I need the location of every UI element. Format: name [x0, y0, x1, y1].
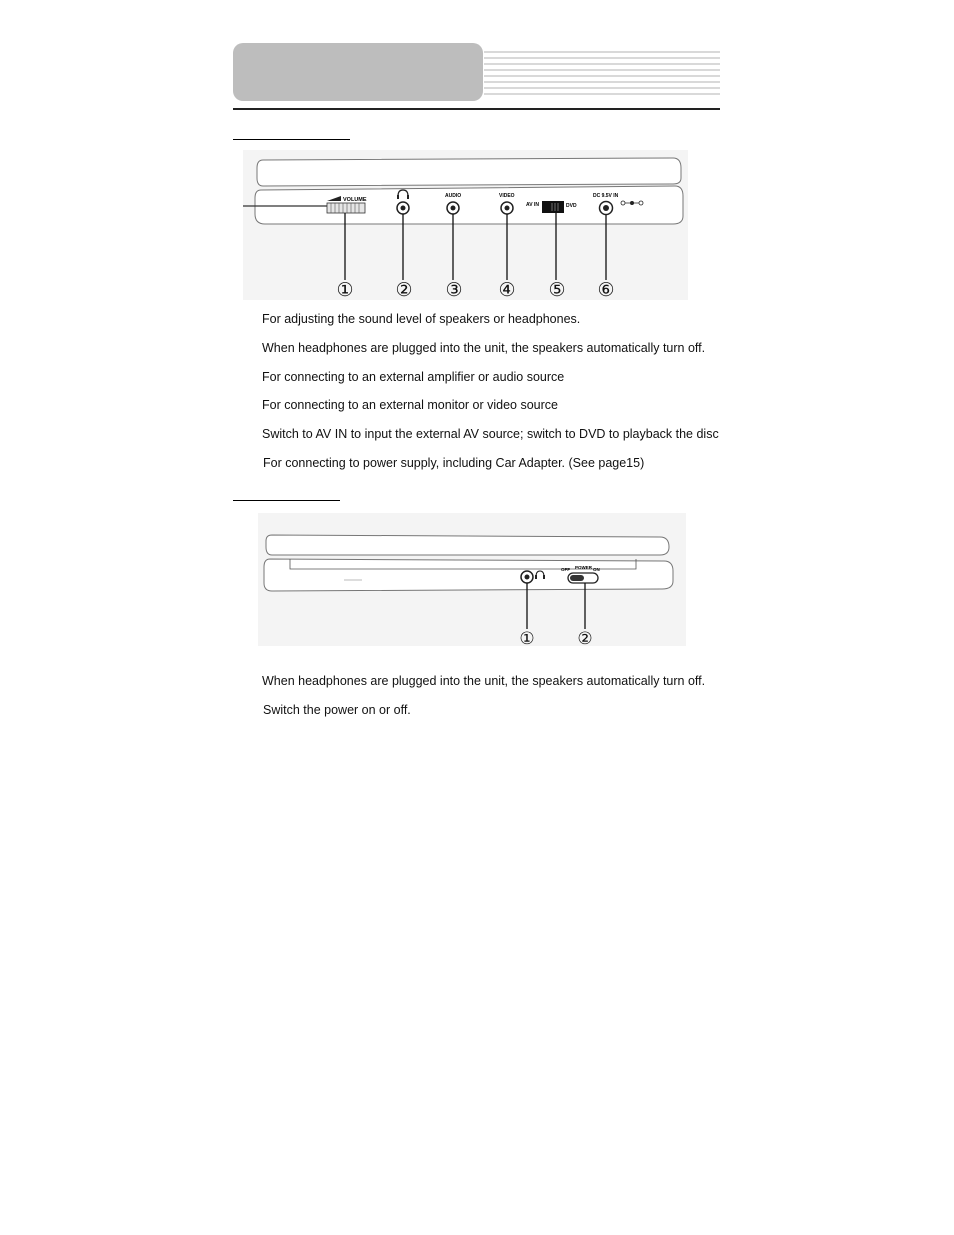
right-side-panel-figure [258, 513, 686, 646]
callout-1: ① [519, 629, 535, 646]
callout-1: ① [336, 279, 354, 300]
callout-2: ② [577, 629, 593, 646]
callout-2: ② [395, 279, 413, 300]
dc-polarity-icon [621, 201, 643, 205]
callout-5: ⑤ [548, 279, 566, 300]
dvd-label: DVD [566, 203, 577, 209]
description-4: For connecting to an external monitor or video source [262, 398, 558, 412]
description-8: Switch the power on or off. [263, 703, 411, 717]
callout-4: ④ [498, 279, 516, 300]
power-on-label: ON [593, 567, 600, 572]
description-5: Switch to AV IN to input the external AV source; switch to DVD to playback the disc [262, 427, 719, 441]
header-lines [484, 50, 720, 100]
section-heading-rule-2 [233, 500, 340, 501]
power-off-label: OFF [561, 567, 570, 572]
description-6: For connecting to power supply, including Car Adapter. (See page15) [263, 456, 645, 470]
dc-in-label: DC 9.5V IN [593, 193, 619, 199]
video-label: VIDEO [499, 193, 515, 199]
callout-3: ③ [445, 279, 463, 300]
av-in-label: AV IN [526, 202, 539, 208]
power-label: POWER [575, 565, 593, 570]
left-side-panel-figure [243, 150, 688, 300]
header-tab [233, 43, 483, 101]
callout-6: ⑥ [597, 279, 615, 300]
header-rule [233, 108, 720, 110]
description-7: When headphones are plugged into the unit, the speakers automatically turn off. [262, 674, 706, 688]
audio-label: AUDIO [445, 193, 462, 199]
av-dvd-switch [542, 201, 564, 213]
description-2: When headphones are plugged into the unit, the speakers automatically turn off. [262, 341, 706, 355]
volume-label: VOLUME [343, 197, 367, 203]
description-1: For adjusting the sound level of speakers or headphones. [262, 312, 581, 326]
description-3: For connecting to an external amplifier or audio source [262, 370, 565, 384]
section-heading-rule [233, 139, 350, 140]
